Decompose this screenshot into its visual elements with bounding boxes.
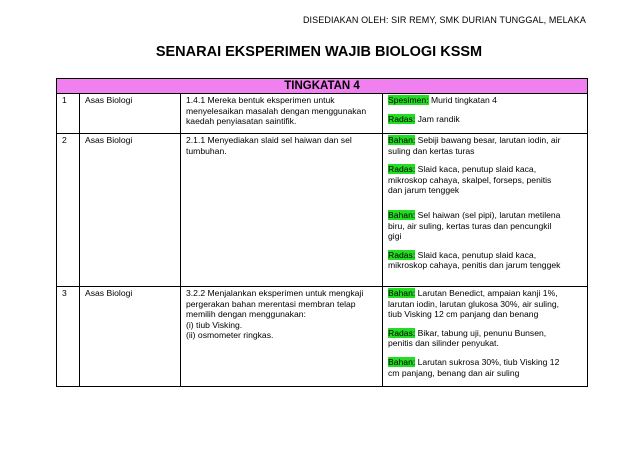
objective-line: menyelesaikan masalah dengan menggunakan — [186, 105, 367, 116]
objective-line: kaedah penyiasatan saintifik. — [186, 116, 297, 127]
document-title: SENARAI EKSPERIMEN WAJIB BIOLOGI KSSM — [155, 44, 483, 60]
material-label: Bahan: — [388, 209, 416, 220]
material-text: Sel haiwan (sel pipi), larutan metilena — [415, 209, 561, 220]
objective-line: pergerakan bahan merentasi membran telap — [186, 298, 356, 309]
experiment-table — [56, 78, 588, 387]
section-banner: TINGKATAN 4 — [57, 79, 588, 94]
row-objective — [181, 94, 383, 134]
row-topic: Asas Biologi — [80, 94, 181, 134]
row-objective — [181, 134, 383, 287]
objective-line: 3.2.2 Menjalankan eksperimen untuk mengkaji — [186, 288, 364, 298]
material-label: Radas: — [388, 113, 416, 124]
material-text: Larutan Benedict, ampaian kanji 1%, — [415, 288, 558, 298]
material-text: gigi — [388, 231, 402, 242]
row-number: 2 — [57, 134, 80, 287]
row-materials — [383, 287, 588, 387]
material-text: tiub Visking 12 cm panjang dan benang — [388, 309, 539, 320]
material-text: Bikar, tabung uji, penunu Bunsen, — [415, 327, 547, 338]
row-number: 1 — [57, 94, 80, 134]
material-label: Radas: — [388, 327, 416, 338]
row-topic: Asas Biologi — [80, 287, 181, 387]
row-materials — [383, 94, 588, 134]
material-text: suling dan kertas turas — [388, 145, 475, 156]
objective-line: 2.1.1 Menyediakan slaid sel haiwan dan sel — [186, 135, 352, 145]
objective-line: (ii) osmometer ringkas. — [186, 330, 274, 341]
table-row — [57, 94, 588, 134]
objective-line: memilih dengan menggunakan: — [186, 309, 306, 320]
material-label: Radas: — [388, 249, 416, 260]
row-topic: Asas Biologi — [80, 134, 181, 287]
material-text: Slaid kaca, penutup slaid kaca, — [415, 164, 537, 175]
material-text: Slaid kaca, penutup slaid kaca, — [415, 249, 537, 260]
header-note: DISEDIAKAN OLEH: SIR REMY, SMK DURIAN TUNGGAL, MELAKA — [302, 15, 586, 25]
objective-line: 1.4.1 Mereka bentuk eksperimen untuk — [186, 95, 335, 105]
material-label: Radas: — [388, 164, 416, 175]
material-label: Bahan: — [388, 135, 416, 145]
material-text: Larutan sukrosa 30%, tiub Visking 12 — [415, 356, 560, 367]
material-label: Bahan: — [388, 288, 416, 298]
material-text: biru, air suling, kertas turas dan pencungkil — [388, 220, 552, 231]
material-text: mikroskop cahaya, skalpel, forseps, penitis — [388, 174, 552, 185]
objective-line: tumbuhan. — [186, 145, 227, 156]
material-text: penitis dan silinder penyukat. — [388, 338, 499, 349]
section-banner-row — [57, 79, 588, 94]
objective-line: (i) tiub Visking. — [186, 319, 243, 330]
material-text: cm panjang, benang dan air suling — [388, 367, 520, 378]
material-label: Bahan: — [388, 356, 416, 367]
material-text: Murid tingkatan 4 — [428, 95, 497, 105]
row-materials — [383, 134, 588, 287]
material-text: mikroskop cahaya, penitis dan jarum tenggek — [388, 260, 561, 271]
table-row — [57, 287, 588, 387]
material-text: larutan iodin, larutan glukosa 30%, air suling, — [388, 298, 560, 309]
row-number: 3 — [57, 287, 80, 387]
material-text: Jam randik — [415, 113, 460, 124]
material-text: dan jarum tenggek — [388, 185, 460, 196]
material-label: Spesimen: — [388, 95, 429, 105]
material-text: Sebiji bawang besar, larutan iodin, air — [415, 135, 561, 145]
table-row — [57, 134, 588, 287]
row-objective — [181, 287, 383, 387]
